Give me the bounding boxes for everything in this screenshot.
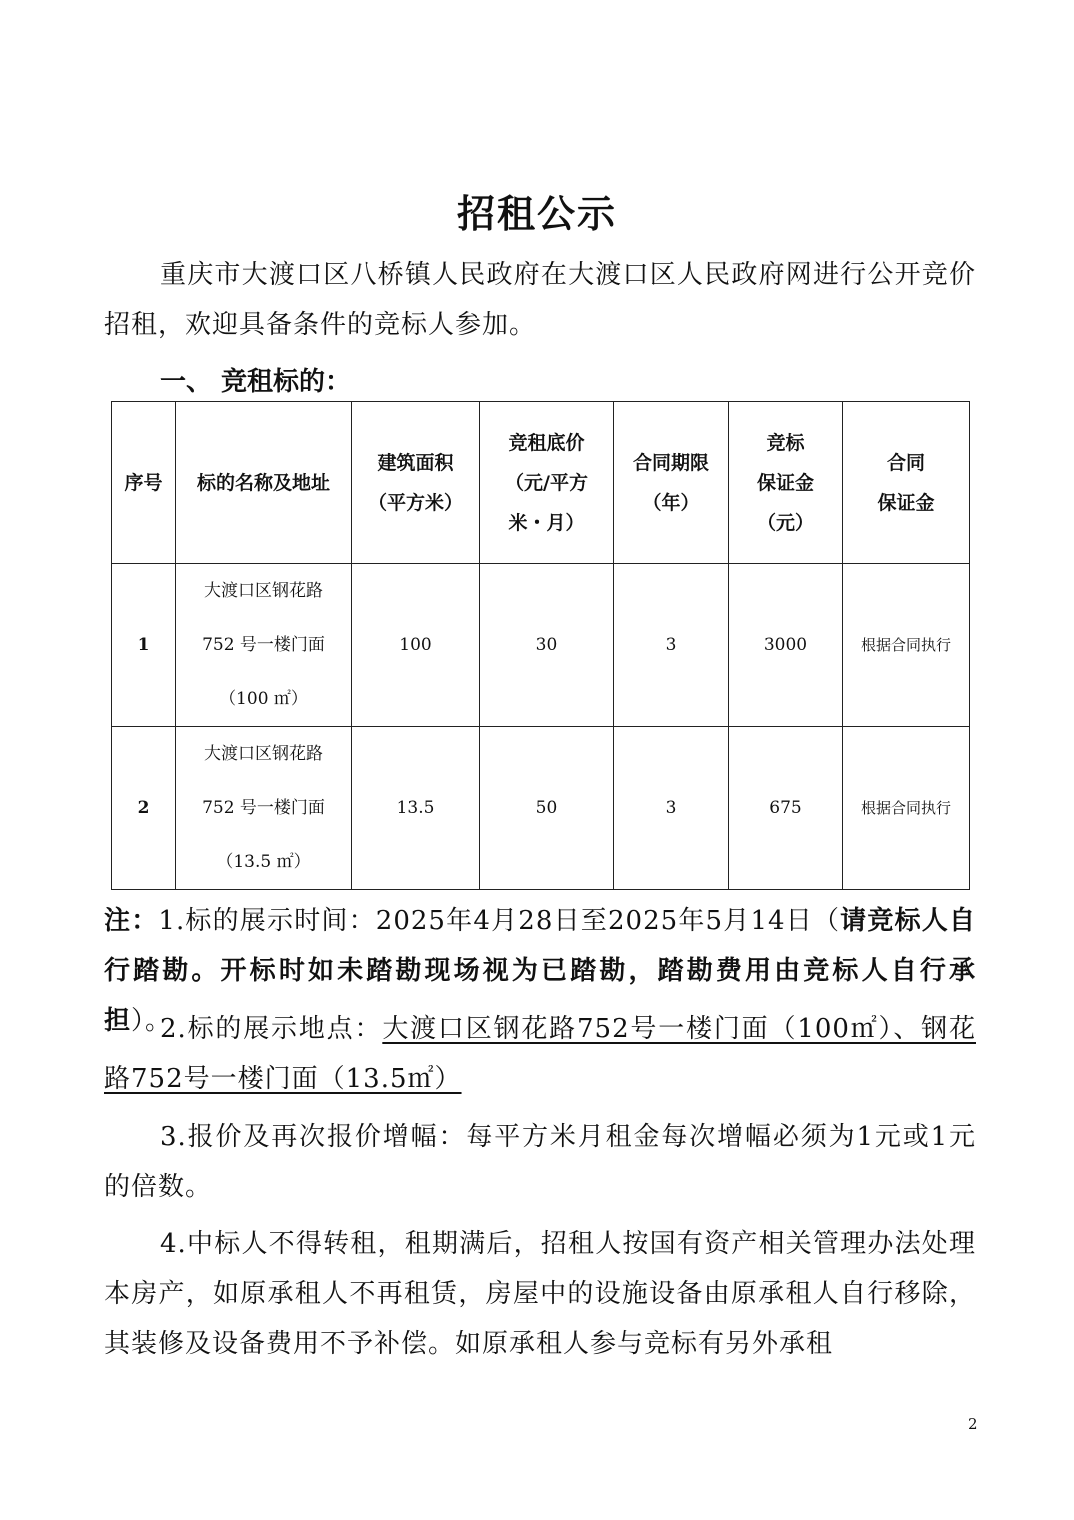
cell-reserve-price: 30 — [480, 564, 614, 727]
header-seq: 序号 — [112, 402, 176, 564]
page-number: 2 — [968, 1415, 978, 1433]
header-contract-deposit: 合同 保证金 — [843, 402, 970, 564]
cell-area: 100 — [352, 564, 480, 727]
cell-contract-deposit: 根据合同执行 — [843, 564, 970, 727]
note-2-label: 2.标的展示地点： — [160, 1014, 383, 1044]
cell-contract-term: 3 — [614, 564, 729, 727]
cell-contract-term: 3 — [614, 727, 729, 890]
cell-name-address: 大渡口区钢花路 752 号一楼门面 （13.5 ㎡） — [176, 727, 352, 890]
note-2 — [104, 1004, 976, 1104]
note-4: 4.中标人不得转租，租期满后，招租人按国有资产相关管理办法处理本房产，如原承租人不再租赁，房屋中的设施设备由原承租人自行移除，其装修及设备费用不予补偿。如原承租人参与竞标有另外承租 — [104, 1229, 976, 1359]
note-1-emphasis: 请竞标人自行踏勘。开标时如未踏勘现场视为已踏勘，踏勘费用由竞标人自行承担 — [104, 906, 976, 1036]
table-row — [112, 564, 970, 727]
header-area: 建筑面积 （平方米） — [352, 402, 480, 564]
cell-seq: 2 — [112, 727, 176, 890]
header-reserve-price: 竞租底价 （元/平方 米・月） — [480, 402, 614, 564]
cell-contract-deposit: 根据合同执行 — [843, 727, 970, 890]
note-label: 注： — [104, 906, 159, 936]
table-header-row — [112, 402, 970, 564]
note-3: 3.报价及再次报价增幅：每平方米月租金每次增幅必须为1元或1元的倍数。 — [104, 1122, 976, 1202]
header-contract-term: 合同期限 （年） — [614, 402, 729, 564]
cell-bid-deposit: 675 — [729, 727, 843, 890]
cell-bid-deposit: 3000 — [729, 564, 843, 727]
header-name-address: 标的名称及地址 — [176, 402, 352, 564]
intro-paragraph: 重庆市大渡口区八桥镇人民政府在大渡口区人民政府网进行公开竞价招租，欢迎具备条件的竞标人参加。 — [104, 260, 976, 340]
lease-table — [111, 401, 970, 890]
table-row — [112, 727, 970, 890]
cell-reserve-price: 50 — [480, 727, 614, 890]
note-1-end: ）。 — [131, 1006, 173, 1036]
cell-area: 13.5 — [352, 727, 480, 890]
page-title: 招租公示 — [456, 191, 617, 236]
note-2-location: 大渡口区钢花路752号一楼门面（100㎡）、钢花路752号一楼门面（13.5㎡） — [104, 1014, 976, 1094]
section-heading: 一、 竞租标的： — [160, 367, 352, 397]
cell-seq: 1 — [112, 564, 176, 727]
cell-name-address: 大渡口区钢花路 752 号一楼门面 （100 ㎡） — [176, 564, 352, 727]
note-1-text: 1.标的展示时间：2025年4月28日至2025年5月14日（ — [158, 906, 841, 936]
header-bid-deposit: 竞标 保证金 （元） — [729, 402, 843, 564]
